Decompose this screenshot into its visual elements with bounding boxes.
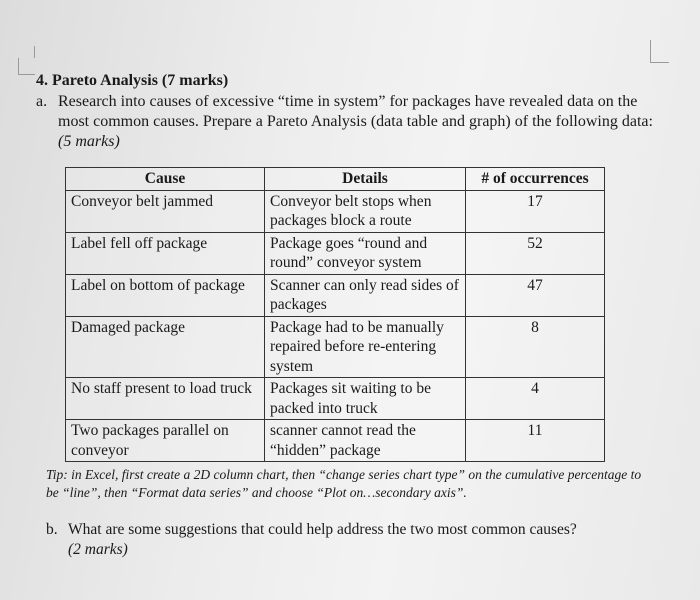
part-b-text: What are some suggestions that could help address the two most common causes? bbox=[68, 521, 577, 538]
cell-cause: Two packages parallel on conveyor bbox=[66, 420, 265, 462]
table-row bbox=[66, 316, 605, 378]
table-row bbox=[66, 378, 605, 420]
page-corner-mark-left-tick bbox=[34, 46, 35, 58]
cell-occurrences: 17 bbox=[466, 190, 605, 232]
question-heading: 4. Pareto Analysis (7 marks) bbox=[36, 72, 229, 89]
part-a-text: Research into causes of excessive “time in system” for packages have revealed data on the most common causes. Prepare a Pareto Analysis (data table and graph) of the following data: bbox=[58, 93, 653, 130]
cell-occurrences: 52 bbox=[466, 232, 605, 274]
cell-details: Packages sit waiting to be packed into truck bbox=[265, 378, 466, 420]
header-details: Details bbox=[265, 168, 466, 191]
header-cause: Cause bbox=[66, 168, 265, 191]
part-b-marks: (2 marks) bbox=[68, 541, 128, 558]
table-row bbox=[66, 190, 605, 232]
part-a-text-block bbox=[58, 92, 663, 152]
excel-tip: Tip: in Excel, first create a 2D column chart, then “change series chart type” on the cumulative percentage to be “line”, then “Format data series” and choose “Plot on…secondary axis”. bbox=[46, 467, 642, 500]
cell-details: Package had to be manually repaired before re-entering system bbox=[265, 316, 466, 378]
table-row bbox=[66, 274, 605, 316]
header-occurrences: # of occurrences bbox=[466, 168, 605, 191]
cell-cause: Damaged package bbox=[66, 316, 265, 378]
cell-occurrences: 8 bbox=[466, 316, 605, 378]
table-row bbox=[66, 420, 605, 462]
part-b-label: b. bbox=[46, 521, 58, 538]
table-header-row bbox=[66, 168, 605, 191]
cell-details: scanner cannot read the “hidden” package bbox=[265, 420, 466, 462]
cell-cause: Label on bottom of package bbox=[66, 274, 265, 316]
cell-details: Scanner can only read sides of packages bbox=[265, 274, 466, 316]
cell-occurrences: 47 bbox=[466, 274, 605, 316]
pareto-data-table bbox=[65, 167, 605, 462]
cell-details: Package goes “round and round” conveyor system bbox=[265, 232, 466, 274]
part-a-label: a. bbox=[36, 93, 48, 110]
cell-details: Conveyor belt stops when packages block a route bbox=[265, 190, 466, 232]
cell-occurrences: 4 bbox=[466, 378, 605, 420]
cell-cause: No staff present to load truck bbox=[66, 378, 265, 420]
cell-cause: Conveyor belt jammed bbox=[66, 190, 265, 232]
page-corner-mark-right bbox=[650, 40, 669, 63]
table-row bbox=[66, 232, 605, 274]
page-corner-mark-left bbox=[18, 58, 35, 75]
cell-cause: Label fell off package bbox=[66, 232, 265, 274]
part-a-marks: (5 marks) bbox=[58, 133, 120, 150]
part-b-text-block bbox=[68, 520, 658, 560]
cell-occurrences: 11 bbox=[466, 420, 605, 462]
